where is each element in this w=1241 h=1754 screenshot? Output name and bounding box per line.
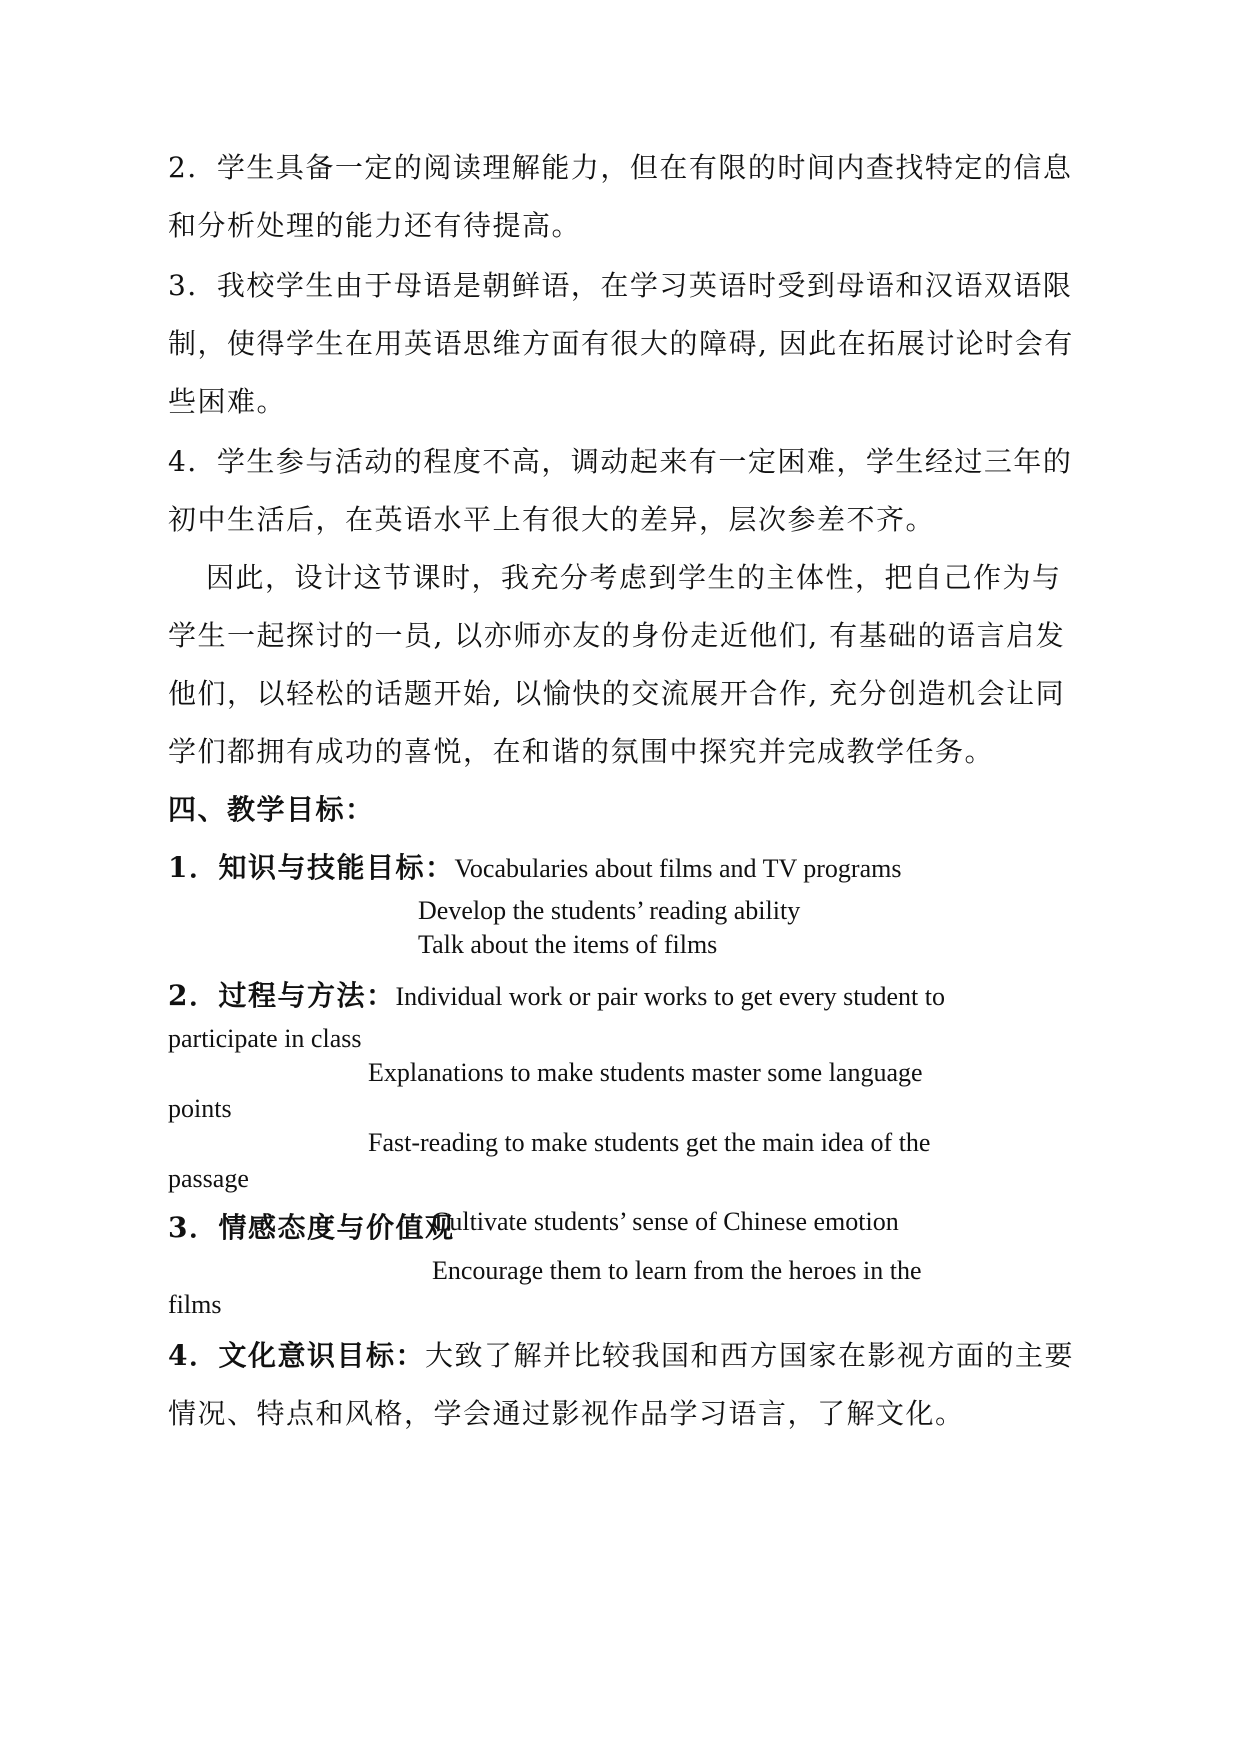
- emotion-item-2-line-2: films: [168, 1290, 222, 1319]
- conclusion-line-1: 因此，设计这节课时，我充分考虑到学生的主体性，把自己作为与: [206, 561, 1062, 594]
- process-item-1-line-1: Individual work or pair works to get every student to: [395, 982, 945, 1011]
- para-2-line-2: 和分析处理的能力还有待提高。: [168, 209, 582, 242]
- knowledge-item-1: Vocabularies about films and TV programs: [454, 854, 902, 883]
- culture-row: [168, 1334, 1074, 1374]
- knowledge-row: [168, 846, 901, 886]
- knowledge-label: 1．知识与技能目标：: [168, 851, 455, 884]
- para-3-line-3: 些困难。: [168, 385, 287, 418]
- para-4-line-2: 初中生活后，在英语水平上有很大的差异，层次参差不齐。: [168, 503, 936, 536]
- process-item-2-line-1: Explanations to make students master some language: [368, 1058, 923, 1087]
- conclusion-line-3: 他们，以轻松的话题开始, 以愉快的交流展开合作, 充分创造机会让同: [168, 677, 1066, 710]
- process-item-2-line-2: points: [168, 1094, 232, 1123]
- culture-line-1: 大致了解并比较我国和西方国家在影视方面的主要: [424, 1339, 1074, 1372]
- emotion-item-1: Cultivate students’ sense of Chinese emotion: [432, 1207, 899, 1236]
- process-item-3-line-2: passage: [168, 1164, 249, 1193]
- process-label: 2．过程与方法：: [168, 979, 396, 1012]
- para-3-line-2: 制，使得学生在用英语思维方面有很大的障碍, 因此在拓展讨论时会有: [168, 327, 1074, 360]
- para-4-line-1: 4．学生参与活动的程度不高，调动起来有一定困难，学生经过三年的: [168, 445, 1073, 478]
- emotion-label: 3．情感态度与价值观: [168, 1211, 455, 1244]
- process-item-3-line-1: Fast-reading to make students get the main idea of the: [368, 1128, 931, 1157]
- process-item-1-line-2: participate in class: [168, 1024, 362, 1053]
- objectives-heading: 四、教学目标：: [168, 793, 375, 826]
- para-3-line-1: 3．我校学生由于母语是朝鲜语，在学习英语时受到母语和汉语双语限: [168, 269, 1073, 302]
- emotion-item-2-line-1: Encourage them to learn from the heroes in the: [432, 1256, 922, 1285]
- culture-label: 4．文化意识目标：: [168, 1339, 425, 1372]
- conclusion-line-2: 学生一起探讨的一员, 以亦师亦友的身份走近他们, 有基础的语言启发: [168, 619, 1066, 652]
- knowledge-item-3: Talk about the items of films: [418, 930, 718, 959]
- conclusion-line-4: 学们都拥有成功的喜悦，在和谐的氛围中探究并完成教学任务。: [168, 735, 995, 768]
- knowledge-item-2: Develop the students’ reading ability: [418, 896, 801, 925]
- para-2-line-1: 2．学生具备一定的阅读理解能力，但在有限的时间内查找特定的信息: [168, 151, 1073, 184]
- process-row: [168, 974, 945, 1014]
- culture-line-2: 情况、特点和风格，学会通过影视作品学习语言，了解文化。: [168, 1397, 965, 1430]
